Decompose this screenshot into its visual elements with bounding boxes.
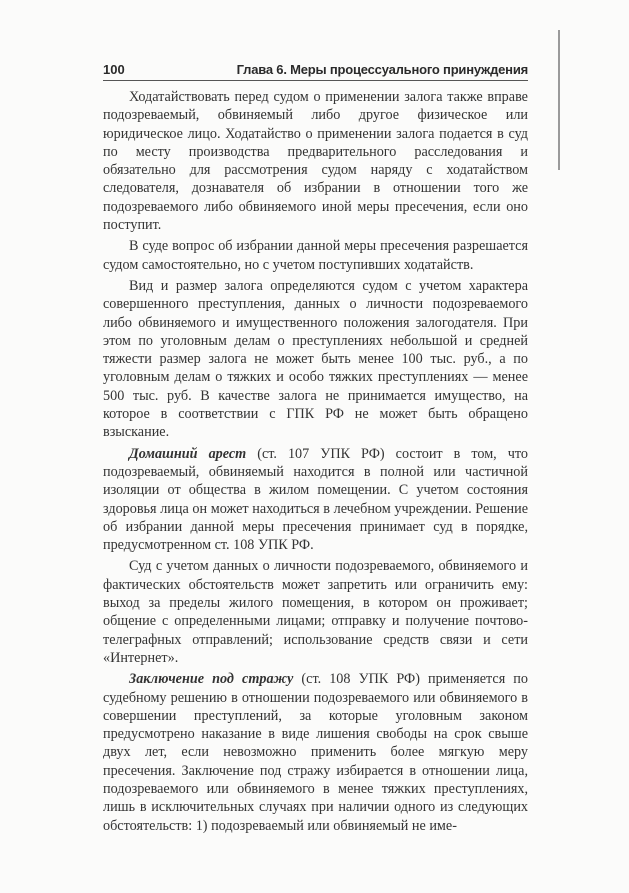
- term-house-arrest: Домашний арест: [129, 445, 247, 462]
- chapter-title: Глава 6. Меры процессуального принуждения: [236, 62, 528, 77]
- paragraph-bail-petition: [103, 88, 528, 234]
- paragraph-bail-amount: [103, 277, 528, 442]
- header-rule: [103, 80, 528, 81]
- paragraph-text: В суде вопрос об избрании данной меры пресечения разрешается судом самостоятельно, но с учетом поступивших ходатайств.: [103, 238, 528, 273]
- paragraph-court-decision: [103, 237, 528, 274]
- paragraph-text: (ст. 108 УПК РФ) применяется по судебному решению в отношении подозреваемого или обвиняемого в совершении преступлений, за которые уголовным законом предусмотрено наказание в виде лишения свободы на срок свыше двух лет, если невозможно применить более мягкую меру пресечения. Заключение под стражу избирается в отношении лица, подозреваемого или обвиняемого в менее тяжких преступлениях, лишь в исключительных случаях при наличии одного из следующих обстоятельств: 1) подозреваемый или обвиняемый не име-: [103, 671, 528, 834]
- page-edge-shadow: [558, 30, 560, 170]
- paragraph-text: Вид и размер залога определяются судом с учетом характера совершенного преступления, данных о личности подозреваемого либо обвиняемого и имущественного положения залогодателя. При этом по уголовным делам о преступлениях небольшой и средней тяжести размер залога не может быть менее 100 тыс. руб., а по уголовным делам о тяжких и особо тяжких преступлениях — менее 500 тыс. руб. В качестве залога не принимается имущество, на которое в соответствии с ГПК РФ не может быть обращено взыскание.: [103, 277, 528, 441]
- paragraph-text: (ст. 107 УПК РФ) состоит в том, что подозреваемый, обвиняемый находится в полной или частичной изоляции от общества в жилом помещении. С учетом состояния здоровья лица он может находиться в лечебном учреждении. Решение об избрании данной меры пресечения принимает суд в порядке, предусмотренном ст. 108 УПК РФ.: [103, 445, 528, 554]
- page-number: 100: [103, 62, 125, 77]
- paragraph-house-arrest: [103, 445, 528, 555]
- paragraph-text: Ходатайствовать перед судом о применении залога также вправе подозреваемый, обвиняемый либо другое физическое или юридическое лицо. Ходатайство о применении залога подается в суд по месту производства предварительного расследования и обязательно для рассмотрения судом наряду с ходатайством следователя, дознавателя об избрании в отношении того же подозреваемого либо обвиняемого иной меры пресечения, если оно поступит.: [103, 89, 528, 234]
- paragraph-text: Суд с учетом данных о личности подозреваемого, обвиняемого и фактических обстоятельств может запретить или ограничить ему: выход за пределы жилого помещения, в котором он проживает; общение с определенными лицами; отправку и получение почтово-телеграфных отправлений; использование средств связи и сети «Интернет».: [103, 558, 528, 666]
- paragraph-detention: [103, 670, 528, 835]
- body-text: [103, 88, 528, 838]
- running-header: [103, 60, 528, 80]
- paragraph-restrictions: [103, 557, 528, 667]
- term-detention: Заключение под стражу: [129, 671, 294, 688]
